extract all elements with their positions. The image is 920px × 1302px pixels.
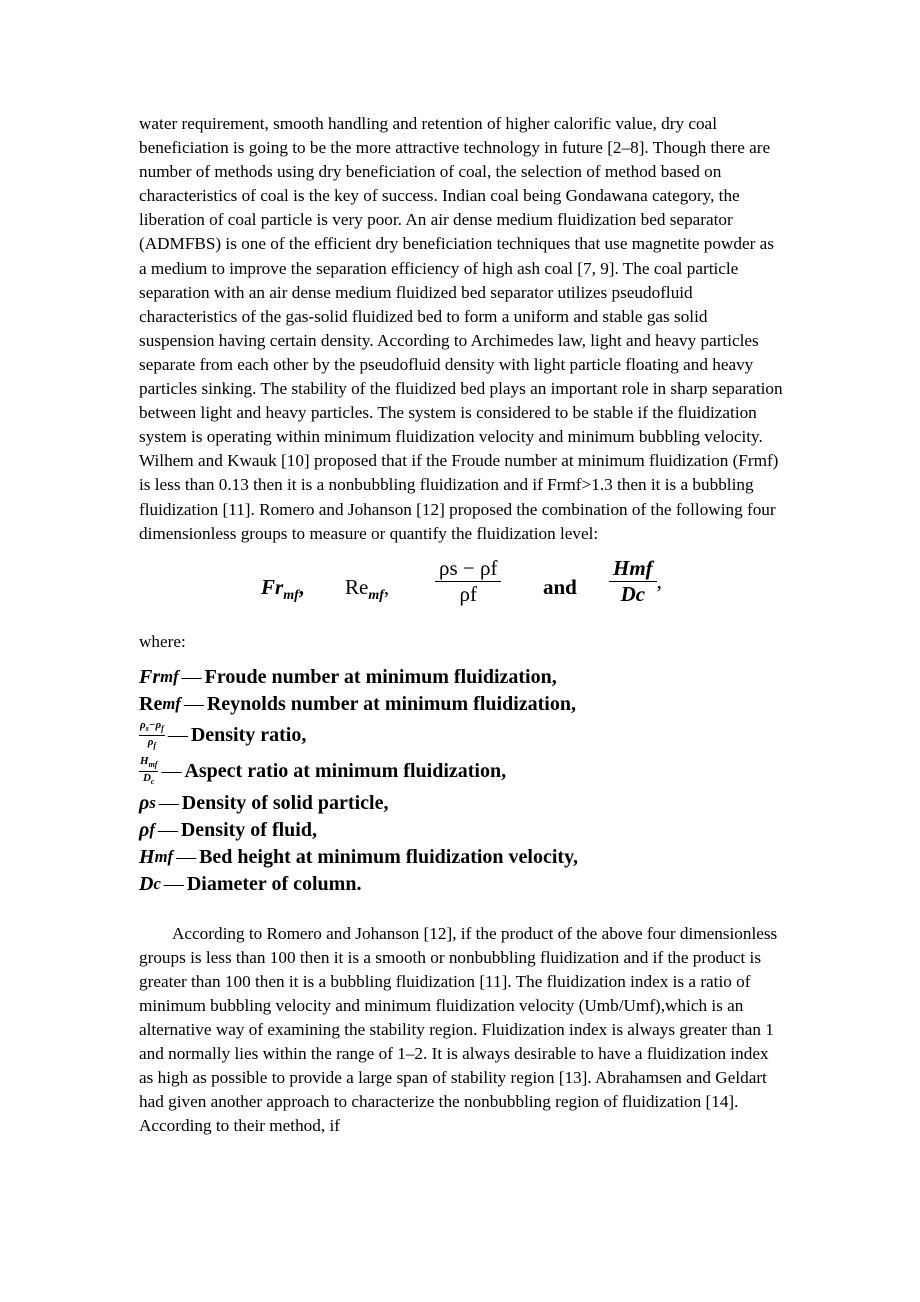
eq-and: and xyxy=(543,574,577,599)
def-text: Density of fluid, xyxy=(180,818,317,841)
eq-re-symbol: Re xyxy=(345,574,369,599)
eq-term-froude xyxy=(261,575,304,604)
def-symbol: H xyxy=(139,845,155,868)
eq-fr-sub: mf xyxy=(283,587,299,603)
where-label: where: xyxy=(139,631,186,651)
eq-density-numerator: ρs − ρf xyxy=(435,556,501,582)
eq-aspect-numerator: Hmf xyxy=(609,556,657,582)
eq-fr-symbol: Fr xyxy=(261,574,284,599)
eq-re-sub: mf xyxy=(368,587,384,603)
eq-density-fraction xyxy=(435,556,501,607)
def-symbol: Fr xyxy=(139,665,161,688)
def-subscript: s xyxy=(149,793,156,813)
document-page xyxy=(139,112,784,1139)
def-symbol: ρ xyxy=(139,818,150,841)
def-text: Density ratio, xyxy=(190,724,307,747)
def-symbol: ρ xyxy=(139,791,150,814)
def-symbol: Re xyxy=(139,692,163,715)
definitions-list xyxy=(139,664,784,898)
eq-term-reynolds xyxy=(345,575,389,604)
def-subscript: f xyxy=(149,820,155,840)
def-text: Aspect ratio at minimum fluidization, xyxy=(184,760,507,783)
def-subscript: c xyxy=(153,874,161,894)
definition-reynolds: Re mf — Reynolds number at minimum fluidization, xyxy=(139,692,576,715)
eq-aspect-fraction xyxy=(609,556,662,607)
def-text: Bed height at minimum fluidization velocity, xyxy=(199,845,578,868)
dimensionless-groups-equation xyxy=(139,546,784,632)
definition-bed-height: H mf — Bed height at minimum fluidization velocity, xyxy=(139,845,578,868)
eq-density-denominator: ρf xyxy=(459,581,477,606)
definition-column-diameter: D c — Diameter of column. xyxy=(139,872,362,895)
def-subscript: mf xyxy=(162,694,181,714)
def-subscript: mf xyxy=(160,667,179,687)
def-text: Density of solid particle, xyxy=(181,791,389,814)
definition-solid-density: ρ s — Density of solid particle, xyxy=(139,791,389,814)
definition-froude: Fr mf — Froude number at minimum fluidization, xyxy=(139,665,557,688)
definition-aspect-ratio: $\frac{H_{mf}}{D_c}$ — Aspect ratio at minimum fluidization, xyxy=(140,755,507,787)
definition-density-ratio: $\frac{\rho_s-\rho_f}{\rho_f}$ — Density ratio, xyxy=(140,719,307,751)
def-text: Reynolds number at minimum fluidization, xyxy=(206,692,576,715)
eq-sep-2: , xyxy=(383,574,390,599)
definition-fluid-density: ρ f — Density of fluid, xyxy=(139,818,317,841)
eq-aspect-denominator: Dc xyxy=(620,581,646,606)
def-text: Froude number at minimum fluidization, xyxy=(204,665,557,688)
def-symbol: D xyxy=(139,872,154,895)
def-symbol-aspect-fraction: $\frac{H_{mf}}{D_c}$ xyxy=(140,755,158,787)
paragraph-1: water requirement, smooth handling and retention of higher calorific value, dry coal beneficiation is going to be the more attractive technology in future [2–8]. Though there are number of methods using dry beneficiation of coal, the selection of method based on characteristics of coal is the key of success. Indian coal being Gondawana category, the liberation of coal particle is very poor. An air dense medium fluidization bed separator (ADMFBS) is one of the efficient dry beneficiation techniques that use magnetite powder as a medium to improve the separation efficiency of high ash coal [7, 9]. The coal particle separation with an air dense medium fluidized bed separator utilizes pseudofluid characteristics of the gas-solid fluidized bed to form a uniform and stable gas solid suspension having certain density. According to Archimedes law, light and heavy particles separate from each other by the pseudofluid density with light particle floating and heavy particles sinking. The stability of the fluidized bed plays an important role in sharp separation between light and heavy particles. The system is considered to be stable if the fluidization system is operating within minimum fluidization velocity and minimum bubbling velocity. Wilhem and Kwauk [10] proposed that if the Froude number at minimum fluidization (Frmf) is less than 0.13 then it is a nonbubbling fluidization and if Frmf>1.3 then it is a bubbling fluidization [11]. Romero and Johanson [12] proposed the combination of the following four dimensionless groups to measure or quantify the fluidization level: xyxy=(139,114,783,543)
def-text: Diameter of column. xyxy=(186,872,362,895)
def-symbol-density-fraction: $\frac{\rho_s-\rho_f}{\rho_f}$ xyxy=(140,719,164,751)
paragraph-2: According to Romero and Johanson [12], if the product of the above four dimensionless groups is less than 100 then it is a smooth or nonbubbling fluidization and if the product is greater than 100 then it is a bubbling fluidization [11]. The fluidization index is a ratio of minimum bubbling velocity and minimum fluidization velocity (Umb/Umf),which is an alternative way of examining the stability region. Fluidization index is always greater than 1 and normally lies within the range of 1–2. It is always desirable to have a fluidization index as high as possible to provide a large span of stability region [13]. Abrahamsen and Geldart had given another approach to characterize the nonbubbling region of fluidization [14]. According to their method, if xyxy=(139,923,778,1136)
eq-sep-3: , xyxy=(656,568,662,593)
def-subscript: mf xyxy=(154,847,174,867)
eq-sep-1: , xyxy=(298,574,304,599)
